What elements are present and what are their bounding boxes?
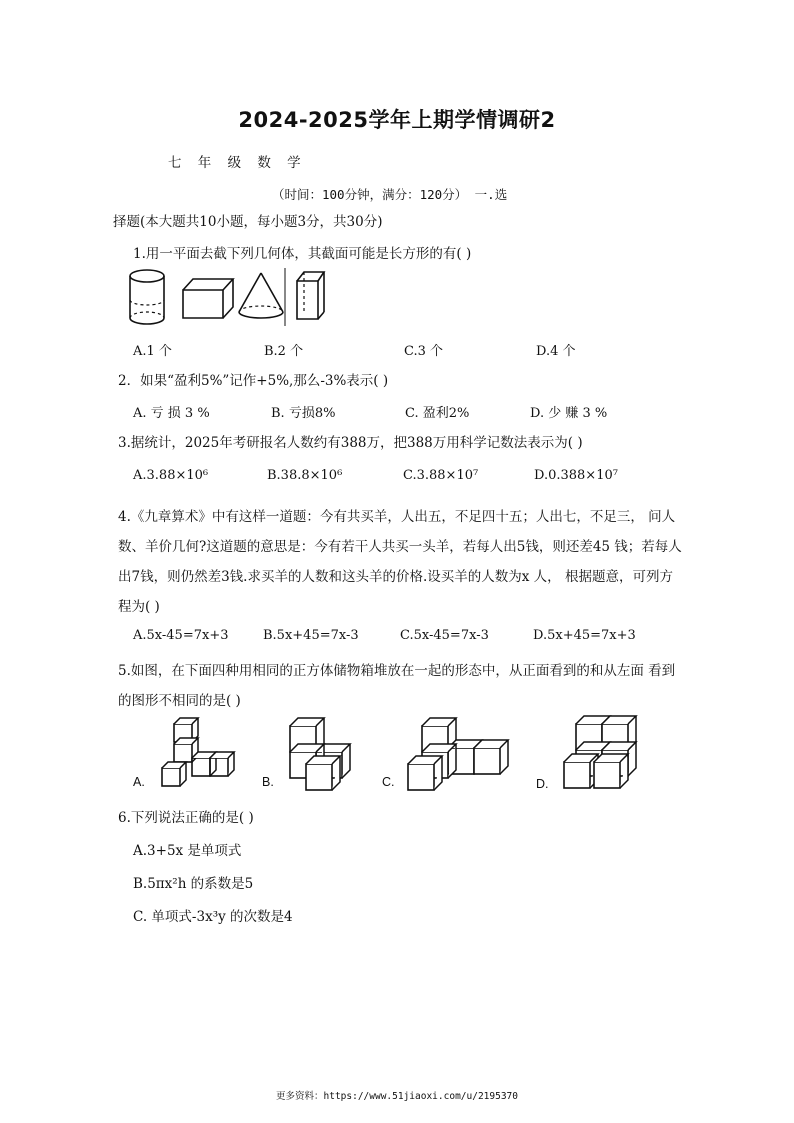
exam-meta: （时间：100分钟，满分：120分） 一.选: [272, 187, 508, 202]
cuboid-icon: [183, 279, 233, 318]
q1-solids-figure: [128, 268, 338, 328]
q2-option-a: A. 亏 损 3 %: [133, 406, 210, 421]
q4-option-a: A.5x-45=7x+3: [133, 628, 229, 643]
q3-option-b: B.38.8×10⁶: [267, 468, 343, 483]
q6-item-a: A.3+5x 是单项式: [133, 843, 242, 859]
q2-option-c: C. 盈利2%: [405, 406, 470, 421]
option-d-stack: [564, 716, 636, 788]
question-4-line-1: 4.《九章算术》中有这样一道题：今有共买羊，人出五，不足四十五；人出七，不足三， 问人: [118, 509, 676, 525]
q1-option-c: C.3 个: [404, 344, 444, 359]
option-a-stack: [162, 718, 234, 786]
q1-option-d: D.4 个: [536, 344, 576, 359]
question-6-stem: 6.下列说法正确的是( ): [118, 810, 254, 826]
q6-item-b: B.5πx²h 的系数是5: [133, 876, 254, 892]
question-5-line-1: 5.如图，在下面四种用相同的正方体储物箱堆放在一起的形态中，从正面看到的和从左面 看到: [118, 663, 676, 679]
cylinder-icon: [130, 270, 164, 324]
q1-option-a: A.1 个: [133, 344, 172, 359]
q5-label-b: B.: [262, 775, 274, 789]
q5-label-c: C.: [382, 775, 395, 789]
question-4-line-3: 出7钱，则仍然差3钱.求买羊的人数和这头羊的价格.设买羊的人数为x 人， 根据题意，可列方: [118, 569, 673, 585]
q4-option-c: C.5x-45=7x-3: [400, 628, 489, 643]
q4-option-b: B.5x+45=7x-3: [263, 628, 359, 643]
q3-option-a: A.3.88×10⁶: [133, 468, 209, 483]
prism-icon: [285, 268, 324, 326]
section-heading: 择题(本大题共10小题，每小题3分，共30分): [113, 214, 383, 230]
grade-subject: 七 年 级 数 学: [168, 155, 307, 171]
question-4-line-4: 程为( ): [118, 599, 160, 615]
q5-label-a: A.: [133, 775, 145, 789]
question-1-stem: 1.用一平面去截下列几何体，其截面可能是长方形的有( ): [133, 246, 472, 262]
page-title: 2024-2025学年上期学情调研2: [238, 108, 556, 132]
question-4-line-2: 数、羊价几何?这道题的意思是：今有若干人共买一头羊，若每人出5钱，则还差45 钱；若每人: [118, 539, 682, 555]
q2-option-b: B. 亏损8%: [271, 406, 336, 421]
q6-item-c: C. 单项式-3x³y 的次数是4: [133, 909, 293, 925]
q4-option-d: D.5x+45=7x+3: [533, 628, 636, 643]
q1-option-b: B.2 个: [264, 344, 304, 359]
question-3-stem: 3.据统计，2025年考研报名人数约有388万，把388万用科学记数法表示为( ): [118, 435, 583, 451]
q3-option-d: D.0.388×10⁷: [534, 468, 618, 483]
q5-label-d: D.: [536, 777, 549, 791]
q5-cube-stacks-figure: [0, 710, 794, 800]
footer-link[interactable]: 更多资料：https://www.51jiaoxi.com/u/2195370: [276, 1091, 518, 1102]
question-2-stem: 2．如果“盈利5%”记作+5%,那么-3%表示( ): [118, 373, 389, 389]
option-c-stack: [408, 718, 508, 790]
q2-option-d: D. 少 赚 3 %: [530, 406, 608, 421]
q3-option-c: C.3.88×10⁷: [403, 468, 479, 483]
question-5-line-2: 的图形不相同的是( ): [118, 693, 241, 709]
option-b-stack: [290, 718, 350, 790]
cone-icon: [239, 273, 283, 318]
